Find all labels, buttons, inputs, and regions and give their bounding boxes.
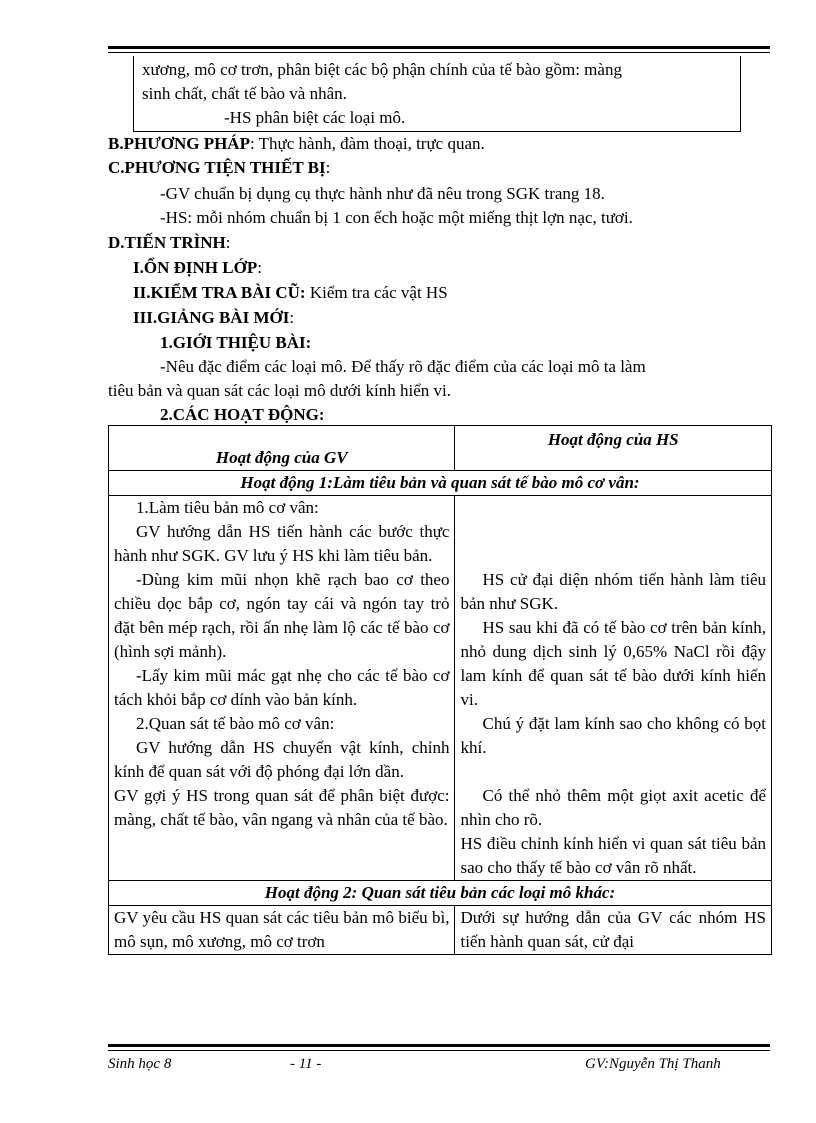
section-i-text: I.ỔN ĐỊNH LỚP	[133, 258, 258, 277]
activity-1-row	[109, 471, 772, 496]
activity-1-hs-cell	[455, 496, 772, 881]
col-header-hs-text: Hoạt động của HS	[547, 430, 679, 449]
a1-gv-para-3: -Lấy kim mũi mác gạt nhẹ cho các tế bào cơ tách khỏi bắp cơ dính vào bản kính.	[114, 666, 450, 709]
activity-1-gv-cell	[109, 496, 455, 881]
process-heading-text: D.TIẾN TRÌNH	[108, 233, 226, 252]
activities-table	[108, 425, 772, 955]
section-iii-suffix: :	[289, 308, 295, 327]
box-line-3: -HS phân biệt các loại mô.	[224, 108, 406, 127]
equipment-gv: -GV chuẩn bị dụng cụ thực hành như đã nêu trong SGK trang 18.	[160, 184, 605, 203]
a1-hs-para-2: HS sau khi đã có tế bào cơ trên bản kính, nhỏ dung dịch sinh lý 0,65% NaCl rồi đậy lam kính để quan sát tế bào dưới kính hiển vi.	[460, 618, 766, 709]
intro-line-2: tiêu bản và quan sát các loại mô dưới kính hiển vi.	[108, 381, 452, 400]
activity-2-content-row	[109, 906, 772, 955]
a1-gv-para-1: GV hướng dẫn HS tiến hành các bước thực hành như SGK. GV lưu ý HS khi làm tiêu bản.	[114, 522, 450, 565]
footer-rule	[108, 1044, 770, 1047]
footer-right: GV:Nguyễn Thị Thanh	[585, 1056, 721, 1072]
footer-left: Sinh học 8	[108, 1056, 172, 1072]
header-rule	[108, 46, 770, 49]
table-header-row	[109, 426, 772, 471]
section-ii-text: Kiểm tra các vật HS	[305, 283, 448, 302]
equipment-heading-text: C.PHƯƠNG TIỆN THIẾT BỊ	[108, 158, 326, 177]
col-header-gv: Hoạt động của GV	[109, 426, 455, 471]
section-i	[133, 256, 262, 280]
a1-hs-para-1: HS cử đại diện nhóm tiến hành làm tiêu bản như SGK.	[460, 570, 766, 613]
section-iii-text: III.GIẢNG BÀI MỚI	[133, 308, 290, 327]
a1-hs-para-5: HS điều chỉnh kính hiển vi quan sát tiêu bản sao cho thấy tế bào cơ vân rõ nhất.	[460, 834, 766, 877]
a1-hs-para-3: Chú ý đặt lam kính sao cho không có bọt khí.	[460, 714, 766, 757]
a1-gv-para-5: GV gợi ý HS trong quan sát để phân biệt được: màng, chất tế bào, vân ngang và nhân của tế bào.	[114, 786, 450, 829]
a1-gv-title-1: 1.Làm tiêu bản mô cơ vân:	[136, 498, 319, 517]
process-heading-suffix: :	[225, 233, 231, 252]
objectives-box	[133, 56, 741, 132]
equipment-heading	[108, 156, 330, 180]
activity-2-row	[109, 881, 772, 906]
section-ii	[133, 281, 448, 305]
equipment-heading-suffix: :	[325, 158, 331, 177]
footer-rule-thin	[108, 1050, 770, 1051]
activity-1-content-row	[109, 496, 772, 881]
activity-2-gv-cell	[109, 906, 455, 955]
col-header-hs	[455, 426, 772, 471]
section-ii-label: II.KIỂM TRA BÀI CŨ:	[133, 283, 306, 302]
section-i-suffix: :	[257, 258, 262, 277]
activity-2-hs-cell	[455, 906, 772, 955]
box-line-1: xương, mô cơ trơn, phân biệt các bộ phận chính của tế bào gồm: màng	[142, 60, 622, 79]
section-iii	[133, 306, 294, 330]
box-line-2: sinh chất, chất tế bào và nhân.	[142, 84, 347, 103]
footer-page-number: - 11 -	[290, 1056, 322, 1072]
method-label: B.PHƯƠNG PHÁP	[108, 134, 250, 153]
a2-gv-para: GV yêu cầu HS quan sát các tiêu bản mô biểu bì, mô sụn, mô xương, mô cơ trơn	[114, 908, 450, 951]
activities-heading: 2.CÁC HOẠT ĐỘNG:	[160, 405, 325, 424]
a1-gv-title-2: 2.Quan sát tế bào mô cơ vân:	[136, 714, 335, 733]
method-line	[108, 132, 485, 156]
a2-hs-para: Dưới sự hướng dẫn của GV các nhóm HS tiến hành quan sát, cử đại	[460, 908, 766, 951]
activity-2-title: Hoạt động 2: Quan sát tiêu bản các loại mô khác:	[109, 881, 772, 906]
activity-1-title: Hoạt động 1:Làm tiêu bản và quan sát tế bào mô cơ vân:	[109, 471, 772, 496]
method-text: : Thực hành, đàm thoại, trực quan.	[249, 134, 485, 153]
equipment-hs: -HS: mỗi nhóm chuẩn bị 1 con ếch hoặc một miếng thịt lợn nạc, tươi.	[160, 208, 633, 227]
header-rule-thin	[108, 52, 770, 53]
a1-gv-para-4: GV hướng dẫn HS chuyển vật kính, chỉnh kính để quan sát với độ phóng đại lớn dần.	[114, 738, 450, 781]
intro-heading: 1.GIỚI THIỆU BÀI:	[160, 333, 312, 352]
a1-hs-para-4: Có thể nhỏ thêm một giọt axit acetic để nhìn cho rõ.	[460, 786, 766, 829]
process-heading	[108, 231, 231, 255]
a1-gv-para-2: -Dùng kim mũi nhọn khẽ rạch bao cơ theo chiều dọc bắp cơ, ngón tay cái và ngón tay trỏ đặt bên mép rạch, rồi ấn nhẹ làm lộ các tế bào cơ (hình sợi mảnh).	[114, 570, 450, 661]
intro-line-1: -Nêu đặc điểm các loại mô. Để thấy rõ đặc điểm của các loại mô ta làm	[160, 357, 646, 376]
